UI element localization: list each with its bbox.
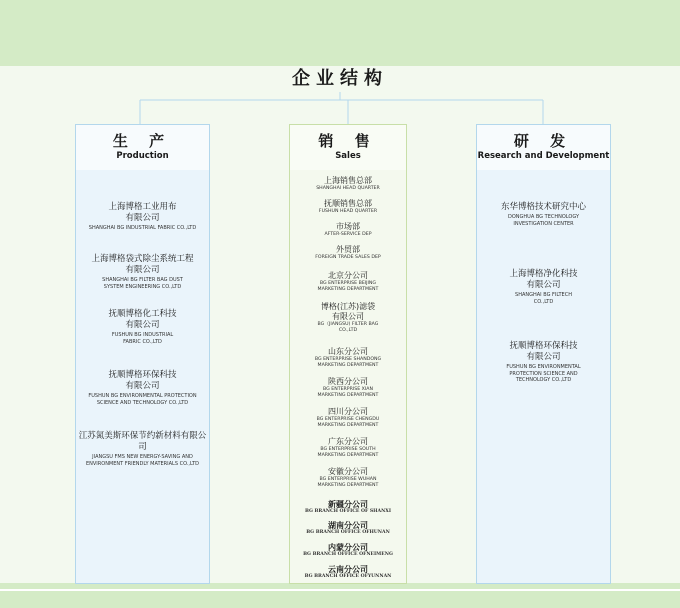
sales-entry-english-line: BG ENTERPRISE CHENGDU bbox=[316, 417, 380, 422]
production-entry-name: 江苏氮美斯环保节约新材料有限公司 bbox=[78, 431, 207, 452]
production-entry bbox=[76, 202, 209, 232]
sales-entry-english-line: BG BRANCH OFFICE OFHUNAN bbox=[306, 530, 390, 535]
production-entry-name: 抚顺博格环保科技 bbox=[108, 370, 177, 380]
rnd-entry-english-line: INVESTIGATION CENTER bbox=[513, 220, 574, 227]
sales-entry-english-line: CO.,LTD bbox=[338, 327, 358, 333]
production-entry-english bbox=[76, 393, 209, 406]
production-entry-english-line: FUSHUN BG ENVIRONMENTAL PROTECTION bbox=[88, 393, 197, 399]
sales-entry-english bbox=[290, 552, 406, 558]
rnd-entry-name: 有限公司 bbox=[526, 352, 561, 362]
production-entry-english bbox=[76, 332, 209, 345]
production-entry-english bbox=[76, 277, 209, 290]
sales-entry bbox=[290, 499, 406, 515]
rnd-entry bbox=[477, 202, 610, 227]
production-entry bbox=[76, 254, 209, 290]
sales-entry-name: 上海销售总部 bbox=[324, 176, 372, 185]
sales-entry bbox=[290, 407, 406, 429]
production-entry-name: 上海博格工业用布 bbox=[108, 202, 177, 212]
rnd-entry-english-line: PROTECTION SCIENCE AND bbox=[509, 370, 578, 377]
sales-entry bbox=[290, 271, 406, 293]
sales-entry-english bbox=[290, 255, 406, 261]
rnd-entry-name: 有限公司 bbox=[526, 280, 561, 290]
sales-entry bbox=[290, 347, 406, 369]
sales-entry-name: 新疆分公司 bbox=[328, 499, 368, 509]
sales-entry-english bbox=[290, 574, 406, 580]
sales-entry-name: 安徽分公司 bbox=[328, 467, 368, 476]
org-connectors bbox=[0, 0, 680, 130]
production-entry-name: 抚顺博格化工科技 bbox=[108, 309, 177, 319]
sales-entry bbox=[290, 437, 406, 459]
production-entry-english-line: SYSTEM ENGINEERING CO.,LTD bbox=[103, 283, 182, 290]
sales-entry-name: 云南分公司 bbox=[328, 564, 368, 574]
sales-entry-english bbox=[290, 447, 406, 459]
sales-entry-english bbox=[290, 417, 406, 429]
sales-entry-english bbox=[290, 477, 406, 489]
production-entry-english-line: SHANGHAI BG FILTER BAG DUST bbox=[102, 277, 183, 283]
sales-entry-english bbox=[290, 186, 406, 192]
rnd-entry-name: 东华博格技术研究中心 bbox=[500, 202, 586, 212]
sales-entry bbox=[290, 467, 406, 489]
rnd-entry-english-line: CO.,LTD bbox=[533, 298, 554, 305]
production-entry-name: 有限公司 bbox=[125, 381, 160, 391]
page-title: 企业结构 bbox=[292, 68, 388, 89]
production-entry-english bbox=[76, 225, 209, 232]
sales-entry-name: 外贸部 bbox=[336, 245, 360, 254]
production-entry-name: 有限公司 bbox=[125, 320, 160, 330]
sales-entry-english-line: BG ENTERPRISE BEIJING bbox=[319, 281, 377, 286]
sales-column bbox=[289, 124, 407, 584]
production-title: 生 产 bbox=[112, 132, 173, 150]
sales-entry-english bbox=[290, 530, 406, 536]
rnd-entry bbox=[477, 269, 610, 305]
sales-entry bbox=[290, 520, 406, 536]
sales-entry-name: 市场部 bbox=[336, 222, 360, 231]
sales-entry bbox=[290, 564, 406, 580]
production-column bbox=[75, 124, 210, 584]
production-entry-english bbox=[76, 454, 209, 467]
rnd-entry-english-line: TECHNOLOGY CO.,LTD bbox=[515, 377, 572, 383]
rnd-entry-english-line: DONGHUA BG TECHNOLOGY bbox=[508, 214, 579, 220]
sales-entry-name: 博格(江苏)滤袋 bbox=[320, 302, 376, 311]
sales-entry-english bbox=[290, 281, 406, 293]
sales-entry-english-line: BG ENTERPRISE SHANDONG bbox=[314, 357, 382, 362]
sales-entry-english-line: MARKETING DEPARTMENT bbox=[317, 482, 379, 488]
sales-entry-english-line: FOREIGN TRADE SALES DEP bbox=[315, 255, 381, 260]
sales-entry bbox=[290, 222, 406, 238]
sales-entry-english-line: FUSHUN HEAD QUARTER bbox=[318, 209, 378, 214]
sales-entry bbox=[290, 302, 406, 334]
sales-entry bbox=[290, 199, 406, 215]
sales-entry-english-line: BG BRANCH OFFICE OFYUNNAN bbox=[304, 574, 392, 579]
bottom-banner-stripe bbox=[0, 589, 680, 591]
sales-subtitle: Sales bbox=[335, 151, 361, 161]
production-entry-name: 有限公司 bbox=[125, 265, 160, 275]
production-entry bbox=[76, 370, 209, 406]
sales-entry-english bbox=[290, 322, 406, 334]
sales-entry-english bbox=[290, 232, 406, 238]
sales-entry-english-line: MARKETING DEPARTMENT bbox=[317, 392, 379, 398]
sales-entry-name: 山东分公司 bbox=[328, 347, 368, 356]
rnd-subtitle: Research and Development bbox=[477, 151, 610, 161]
production-entry-english-line: FABRIC CO.,LTD bbox=[123, 338, 162, 345]
sales-entry-name: 广东分公司 bbox=[328, 437, 368, 446]
sales-entry-english-line: AFTER-SERVICE DEP bbox=[324, 232, 372, 237]
production-entry bbox=[76, 431, 209, 467]
sales-entry-english-line: MARKETING DEPARTMENT bbox=[317, 422, 379, 428]
rnd-title: 研 发 bbox=[513, 132, 574, 150]
rnd-header bbox=[477, 125, 610, 170]
rnd-entry-name: 抚顺博格环保科技 bbox=[509, 341, 578, 351]
rnd-entry-name: 上海博格净化科技 bbox=[509, 269, 578, 279]
sales-entry-name: 北京分公司 bbox=[328, 271, 368, 280]
sales-entry-english-line: BG ENTERPRISE WUHAN bbox=[319, 477, 377, 482]
sales-entry-name: 抚顺销售总部 bbox=[324, 199, 372, 208]
sales-entry bbox=[290, 377, 406, 399]
sales-header bbox=[290, 125, 406, 170]
sales-title: 销 售 bbox=[318, 132, 378, 150]
sales-entry-english-line: BG（JIANGSU) FILTER BAG bbox=[317, 322, 379, 327]
sales-entry-name: 湖南分公司 bbox=[328, 520, 368, 530]
production-entry-english-line: JIANGSU FMS NEW ENERGY-SAVING AND bbox=[92, 454, 193, 460]
sales-entry-name: 有限公司 bbox=[332, 312, 364, 321]
rnd-entry-english bbox=[477, 214, 610, 227]
rnd-entry-english-line: FUSHUN BG ENVIRONMENTAL bbox=[506, 364, 581, 370]
sales-entry-name: 四川分公司 bbox=[328, 407, 368, 416]
sales-entry bbox=[290, 542, 406, 558]
production-entry-english-line: FUSHUN BG INDUSTRIAL bbox=[111, 332, 174, 338]
production-header bbox=[76, 125, 209, 170]
production-entry bbox=[76, 309, 209, 345]
sales-entry-english bbox=[290, 209, 406, 215]
production-entry-english-line: SCIENCE AND TECHNOLOGY CO.,LTD bbox=[96, 399, 189, 406]
rnd-entry-english-line: SHANGHAI BG FILTECH bbox=[515, 292, 572, 298]
sales-entry-english-line: BG ENTERPRISE SOUTH bbox=[320, 447, 376, 452]
production-entry-english-line: ENVIRONMENT FRIENDLY MATERIALS CO.,LTD bbox=[85, 460, 200, 467]
sales-entry-english-line: MARKETING DEPARTMENT bbox=[317, 286, 379, 292]
rnd-entry-english bbox=[477, 364, 610, 384]
sales-entry-english-line: BG BRANCH OFFICE OFNEIMENG bbox=[303, 552, 393, 557]
sales-entry-name: 陕西分公司 bbox=[328, 377, 368, 386]
sales-entry-english bbox=[290, 509, 406, 515]
rnd-column bbox=[476, 124, 611, 584]
sales-entry-english-line: BG ENTERPRISE XIAN bbox=[322, 387, 373, 392]
sales-entry-name: 内蒙分公司 bbox=[328, 542, 368, 552]
rnd-entry-english bbox=[477, 292, 610, 305]
sales-entry bbox=[290, 176, 406, 192]
production-entry-name: 有限公司 bbox=[125, 213, 160, 223]
bottom-banner bbox=[0, 583, 680, 608]
production-entry-english-line: SHANGHAI BG INDUSTRIAL FABRIC CO.,LTD bbox=[88, 225, 197, 231]
sales-entry-english-line: MARKETING DEPARTMENT bbox=[317, 362, 379, 368]
sales-entry-english bbox=[290, 387, 406, 399]
sales-entry-english-line: BG BRANCH OFFICE OF SHANXI bbox=[305, 509, 391, 514]
production-entry-name: 上海博格袋式除尘系统工程 bbox=[91, 254, 194, 264]
production-subtitle: Production bbox=[116, 151, 169, 161]
sales-entry-english bbox=[290, 357, 406, 369]
sales-entry-english-line: SHANGHAI HEAD QUARTER bbox=[316, 186, 380, 191]
rnd-entry bbox=[477, 341, 610, 384]
sales-entry bbox=[290, 245, 406, 261]
sales-entry-english-line: MARKETING DEPARTMENT bbox=[317, 452, 379, 458]
